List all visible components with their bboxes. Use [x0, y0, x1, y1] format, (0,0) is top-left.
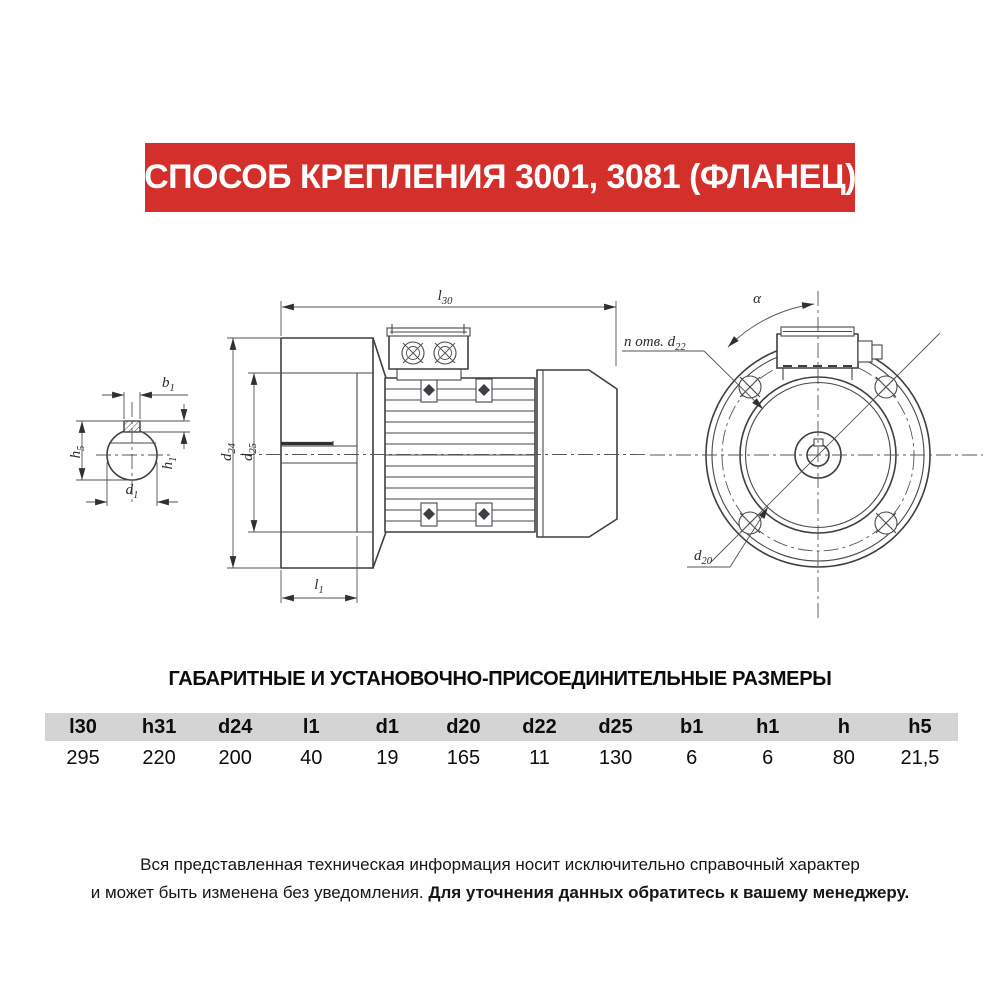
table-header-cell: d22 [522, 715, 557, 738]
disclaimer-line2 [0, 879, 1000, 907]
table-value-cell: 80 [832, 746, 855, 769]
title-banner [145, 143, 855, 212]
dim-label-n-holes-d22: n отв. $d_{22}$ [624, 334, 686, 353]
shaft-section-view [68, 375, 190, 506]
dimensions-table [45, 713, 958, 775]
dim-label-d1: $d_1$ [125, 482, 139, 501]
table-header-cell: d24 [217, 715, 253, 738]
dim-label-alpha: α [753, 291, 761, 307]
table-value-cell: 40 [300, 746, 323, 769]
table-value-cell: 220 [142, 746, 176, 769]
table-value-cell: 200 [218, 746, 252, 769]
motor-side-view [219, 288, 646, 603]
table-header-cell: h5 [908, 715, 932, 738]
technical-drawing [0, 270, 1000, 635]
table-header-cell: l30 [69, 715, 97, 738]
table-value-cell: 130 [598, 746, 633, 769]
dim-label-d20: $d_{20}$ [694, 548, 712, 567]
dim-label-b1: $b_1$ [162, 375, 175, 394]
table-value-cell: 6 [762, 746, 774, 769]
disclaimer-line2-bold: Для уточнения данных обратитесь к вашему менеджеру. [428, 882, 910, 902]
table-title: ГАБАРИТНЫЕ И УСТАНОВОЧНО-ПРИСОЕДИНИТЕЛЬНЫЕ РАЗМЕРЫ [168, 668, 832, 690]
terminal-box-side [387, 324, 470, 380]
disclaimer-line2-normal: и может быть изменена без уведомления. [90, 882, 424, 902]
table-value-cell: 295 [66, 746, 100, 769]
dim-label-l30: $l_{30}$ [437, 288, 453, 307]
table-header-cell: d25 [598, 715, 633, 738]
page-title: СПОСОБ КРЕПЛЕНИЯ 3001, 3081 (ФЛАНЕЦ) [144, 158, 856, 196]
table-header-cell: h [837, 715, 850, 738]
table-value-cell: 21,5 [900, 746, 940, 769]
dim-label-h1: $h_1$ [160, 456, 179, 470]
table-header-cell: h31 [141, 715, 177, 738]
disclaimer-line1: Вся представленная техническая информация носит исключительно справочный характер [140, 855, 860, 874]
table-value-cell: 6 [686, 746, 698, 769]
table-value-cell: 165 [446, 746, 481, 769]
dim-label-l1: $l_1$ [314, 577, 324, 596]
dim-label-d25: $d_{25}$ [240, 443, 259, 461]
table-header-cell: d1 [375, 715, 400, 738]
flange-front-view [622, 291, 983, 621]
table-header-cell: h1 [756, 715, 780, 738]
rear-endcap [537, 370, 617, 537]
table-value-row [45, 741, 958, 775]
table-header-row [45, 713, 958, 741]
table-header-cell: b1 [679, 715, 704, 738]
table-header-cell: l1 [302, 715, 320, 738]
dim-label-d24: $d_{24}$ [219, 443, 238, 461]
disclaimer [0, 851, 1000, 906]
table-value-cell: 11 [529, 746, 550, 769]
table-header-cell: d20 [446, 715, 481, 738]
dim-label-h5: $h_5$ [68, 445, 87, 459]
table-value-cell: 19 [376, 746, 399, 769]
